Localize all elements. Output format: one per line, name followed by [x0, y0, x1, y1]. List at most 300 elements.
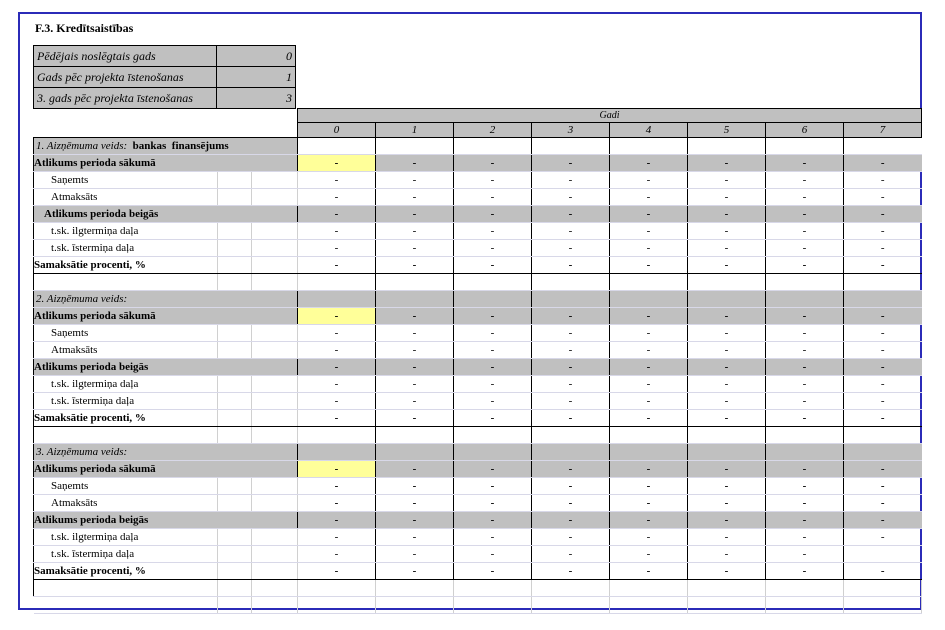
year-value-cell[interactable]: - [688, 495, 766, 512]
year-value-cell[interactable]: - [844, 410, 922, 427]
year-value-cell[interactable]: - [610, 478, 688, 495]
section-heading [34, 444, 298, 461]
label-cell [218, 495, 252, 512]
year-value-cell[interactable]: - [298, 155, 376, 172]
year-value-cell[interactable]: - [610, 172, 688, 189]
year-value-cell[interactable]: - [376, 342, 454, 359]
year-value-cell[interactable]: - [688, 461, 766, 478]
year-value-cell [454, 274, 532, 291]
label-cell [252, 563, 298, 580]
year-value-cell[interactable]: - [298, 189, 376, 206]
year-value-cell[interactable] [844, 546, 922, 563]
year-value-cell[interactable]: - [766, 325, 844, 342]
year-value-cell[interactable]: - [844, 189, 922, 206]
sheet-title: F.3. Kredītsaistības [35, 21, 134, 35]
year-value-cell[interactable]: - [844, 308, 922, 325]
year-value-cell[interactable]: - [298, 529, 376, 546]
year-value-cell[interactable]: - [454, 563, 532, 580]
year-value-cell[interactable]: - [298, 308, 376, 325]
year-value-cell[interactable]: - [844, 257, 922, 274]
year-value-cell[interactable]: - [298, 461, 376, 478]
year-value-cell[interactable]: - [844, 478, 922, 495]
param-value[interactable]: 3 [217, 88, 296, 109]
year-value-cell [844, 444, 922, 461]
label-cell [218, 342, 252, 359]
label-cell [218, 189, 252, 206]
year-value-cell[interactable]: - [532, 189, 610, 206]
row-label: Atlikums perioda beigās [34, 512, 298, 529]
year-value-cell[interactable]: - [376, 189, 454, 206]
year-value-cell[interactable]: - [454, 393, 532, 410]
year-value-cell [610, 291, 688, 308]
year-value-cell[interactable]: - [376, 546, 454, 563]
year-value-cell[interactable]: - [376, 478, 454, 495]
year-cell: 3 [532, 123, 610, 138]
param-label: Pēdējais noslēgtais gads [34, 46, 217, 67]
year-value-cell[interactable]: - [532, 410, 610, 427]
label-cell [252, 529, 298, 546]
row-label: Samaksātie procenti, % [34, 257, 218, 274]
year-value-cell[interactable]: - [454, 325, 532, 342]
table-row [34, 257, 922, 274]
year-value-cell[interactable]: - [454, 172, 532, 189]
year-value-cell[interactable]: - [298, 495, 376, 512]
year-cell: 0 [298, 123, 376, 138]
year-value-cell[interactable]: - [766, 342, 844, 359]
year-value-cell[interactable]: - [844, 223, 922, 240]
label-cell [252, 478, 298, 495]
label-cell [218, 529, 252, 546]
year-value-cell[interactable]: - [376, 410, 454, 427]
label-cell [218, 563, 252, 580]
year-value-cell [454, 597, 532, 614]
label-cell [218, 597, 252, 614]
year-value-cell[interactable]: - [298, 206, 376, 223]
param-row [34, 88, 296, 109]
year-value-cell[interactable]: - [532, 223, 610, 240]
year-value-cell[interactable]: - [844, 240, 922, 257]
label-cell [34, 123, 218, 138]
label-cell [252, 546, 298, 563]
year-value-cell[interactable]: - [532, 240, 610, 257]
year-value-cell[interactable]: - [844, 155, 922, 172]
year-value-cell [844, 291, 922, 308]
year-value-cell[interactable]: - [766, 563, 844, 580]
year-value-cell[interactable]: - [454, 546, 532, 563]
year-value-cell[interactable]: - [766, 189, 844, 206]
row-label: Atlikums perioda sākumā [34, 308, 298, 325]
year-value-cell[interactable]: - [610, 325, 688, 342]
year-value-cell[interactable]: - [844, 461, 922, 478]
year-value-cell[interactable]: - [610, 512, 688, 529]
year-value-cell[interactable]: - [610, 410, 688, 427]
label-cell [218, 274, 252, 291]
year-value-cell[interactable]: - [376, 206, 454, 223]
year-value-cell[interactable]: - [298, 257, 376, 274]
row-label: Saņemts [34, 478, 218, 495]
row-label: Atlikums perioda sākumā [34, 461, 298, 478]
year-value-cell[interactable]: - [688, 223, 766, 240]
year-value-cell [532, 138, 610, 155]
year-value-cell[interactable]: - [610, 155, 688, 172]
year-value-cell [610, 597, 688, 614]
table-row [34, 359, 922, 376]
years-row [34, 123, 922, 138]
year-value-cell[interactable]: - [610, 495, 688, 512]
year-value-cell[interactable]: - [298, 546, 376, 563]
year-value-cell[interactable]: - [766, 206, 844, 223]
section-heading-row [34, 291, 922, 308]
year-value-cell[interactable]: - [766, 393, 844, 410]
year-value-cell[interactable]: - [688, 189, 766, 206]
year-cell: 7 [844, 123, 922, 138]
year-value-cell[interactable]: - [766, 172, 844, 189]
year-value-cell[interactable]: - [376, 529, 454, 546]
year-value-cell[interactable]: - [610, 223, 688, 240]
year-value-cell[interactable]: - [610, 546, 688, 563]
year-value-cell [844, 427, 922, 444]
param-label: Gads pēc projekta īstenošanas [34, 67, 217, 88]
year-value-cell[interactable]: - [610, 563, 688, 580]
year-value-cell[interactable]: - [454, 376, 532, 393]
table-row [34, 393, 922, 410]
year-value-cell[interactable]: - [688, 342, 766, 359]
year-value-cell [454, 291, 532, 308]
year-value-cell [454, 138, 532, 155]
year-value-cell[interactable]: - [688, 172, 766, 189]
year-value-cell[interactable]: - [766, 359, 844, 376]
year-value-cell[interactable]: - [454, 478, 532, 495]
year-value-cell[interactable]: - [766, 240, 844, 257]
label-cell [218, 325, 252, 342]
label-cell [252, 109, 298, 123]
year-value-cell[interactable]: - [298, 325, 376, 342]
year-value-cell[interactable]: - [532, 495, 610, 512]
year-value-cell[interactable]: - [532, 393, 610, 410]
year-value-cell [766, 138, 844, 155]
label-cell [252, 123, 298, 138]
year-value-cell[interactable]: - [298, 223, 376, 240]
row-label: Atmaksāts [34, 342, 218, 359]
year-value-cell [454, 427, 532, 444]
table-row [34, 478, 922, 495]
table-row [34, 342, 922, 359]
spacer-row [34, 427, 922, 444]
year-value-cell[interactable]: - [688, 325, 766, 342]
params-table [33, 45, 296, 109]
year-value-cell [766, 580, 844, 597]
year-value-cell[interactable]: - [610, 359, 688, 376]
year-value-cell[interactable]: - [532, 172, 610, 189]
year-value-cell[interactable]: - [610, 342, 688, 359]
label-cell [252, 580, 298, 597]
year-value-cell[interactable]: - [688, 240, 766, 257]
row-label: t.sk. ilgtermiņa daļa [34, 376, 218, 393]
year-value-cell[interactable]: - [844, 512, 922, 529]
year-value-cell[interactable]: - [688, 257, 766, 274]
year-value-cell[interactable]: - [298, 359, 376, 376]
years-header-row [34, 109, 922, 123]
year-value-cell[interactable]: - [532, 529, 610, 546]
year-value-cell[interactable]: - [532, 155, 610, 172]
spacer-row [34, 274, 922, 291]
year-value-cell[interactable]: - [298, 478, 376, 495]
year-cell: 5 [688, 123, 766, 138]
year-value-cell[interactable]: - [298, 376, 376, 393]
table-row [34, 376, 922, 393]
label-cell [218, 223, 252, 240]
year-value-cell[interactable]: - [298, 410, 376, 427]
year-value-cell[interactable]: - [610, 529, 688, 546]
year-value-cell[interactable]: - [454, 495, 532, 512]
year-value-cell [766, 427, 844, 444]
param-value[interactable]: 1 [217, 67, 296, 88]
year-value-cell[interactable]: - [454, 410, 532, 427]
year-value-cell[interactable]: - [376, 512, 454, 529]
year-value-cell[interactable]: - [454, 223, 532, 240]
year-value-cell[interactable]: - [376, 240, 454, 257]
year-value-cell [610, 427, 688, 444]
year-value-cell[interactable]: - [376, 172, 454, 189]
year-value-cell[interactable]: - [610, 376, 688, 393]
label-cell [218, 257, 252, 274]
year-value-cell[interactable]: - [532, 206, 610, 223]
year-value-cell[interactable]: - [844, 563, 922, 580]
year-value-cell[interactable]: - [688, 155, 766, 172]
year-value-cell[interactable]: - [610, 240, 688, 257]
table-row [34, 308, 922, 325]
year-value-cell[interactable]: - [532, 325, 610, 342]
year-value-cell [376, 274, 454, 291]
label-cell [252, 257, 298, 274]
row-label: t.sk. īstermiņa daļa [34, 546, 218, 563]
year-value-cell[interactable]: - [532, 563, 610, 580]
year-value-cell[interactable]: - [454, 189, 532, 206]
section-title: 3. Aizņēmuma veids: [36, 445, 128, 458]
year-value-cell [610, 580, 688, 597]
year-value-cell[interactable]: - [688, 308, 766, 325]
year-value-cell[interactable]: - [532, 308, 610, 325]
label-cell [218, 546, 252, 563]
year-value-cell[interactable]: - [298, 342, 376, 359]
year-value-cell [532, 427, 610, 444]
year-value-cell[interactable]: - [532, 359, 610, 376]
row-label: Samaksātie procenti, % [34, 410, 218, 427]
year-value-cell [610, 274, 688, 291]
year-value-cell[interactable]: - [532, 478, 610, 495]
years-header: Gadi [298, 109, 922, 123]
year-value-cell[interactable]: - [376, 257, 454, 274]
year-value-cell[interactable]: - [376, 563, 454, 580]
year-value-cell[interactable]: - [532, 512, 610, 529]
row-label: Saņemts [34, 172, 218, 189]
year-value-cell[interactable]: - [532, 461, 610, 478]
year-value-cell[interactable]: - [298, 563, 376, 580]
year-value-cell [532, 444, 610, 461]
section-heading-row [34, 444, 922, 461]
year-value-cell[interactable]: - [454, 308, 532, 325]
label-cell [34, 109, 218, 123]
year-value-cell[interactable]: - [844, 206, 922, 223]
year-value-cell[interactable]: - [844, 342, 922, 359]
year-value-cell[interactable]: - [688, 410, 766, 427]
year-value-cell[interactable]: - [454, 529, 532, 546]
year-value-cell[interactable]: - [688, 529, 766, 546]
year-value-cell[interactable]: - [298, 512, 376, 529]
year-cell: 6 [766, 123, 844, 138]
year-value-cell[interactable]: - [688, 563, 766, 580]
year-value-cell[interactable]: - [454, 342, 532, 359]
year-value-cell [844, 580, 922, 597]
year-value-cell[interactable]: - [688, 206, 766, 223]
year-value-cell [532, 291, 610, 308]
label-cell [218, 240, 252, 257]
year-value-cell[interactable]: - [454, 155, 532, 172]
table-row [34, 206, 922, 223]
year-value-cell[interactable]: - [376, 308, 454, 325]
label-cell [252, 189, 298, 206]
year-value-cell [376, 580, 454, 597]
year-value-cell[interactable]: - [766, 308, 844, 325]
year-value-cell [376, 291, 454, 308]
year-value-cell[interactable]: - [766, 155, 844, 172]
label-cell [252, 410, 298, 427]
year-value-cell[interactable]: - [298, 393, 376, 410]
year-value-cell [610, 444, 688, 461]
row-label: Atmaksāts [34, 189, 218, 206]
table-row [34, 155, 922, 172]
year-value-cell[interactable]: - [844, 376, 922, 393]
year-value-cell[interactable]: - [844, 495, 922, 512]
year-value-cell[interactable]: - [844, 393, 922, 410]
year-value-cell[interactable]: - [766, 223, 844, 240]
section-heading-row [34, 138, 922, 155]
param-value[interactable]: 0 [217, 46, 296, 67]
year-value-cell [688, 580, 766, 597]
label-cell [252, 342, 298, 359]
year-value-cell[interactable]: - [532, 376, 610, 393]
row-label: t.sk. īstermiņa daļa [34, 240, 218, 257]
year-value-cell[interactable]: - [844, 325, 922, 342]
year-value-cell[interactable]: - [610, 461, 688, 478]
year-value-cell[interactable]: - [376, 325, 454, 342]
year-value-cell [298, 274, 376, 291]
year-value-cell[interactable]: - [454, 512, 532, 529]
label-cell [34, 597, 218, 614]
year-value-cell[interactable]: - [610, 189, 688, 206]
section-heading [34, 291, 298, 308]
year-value-cell[interactable]: - [376, 393, 454, 410]
year-value-cell [454, 444, 532, 461]
year-value-cell[interactable]: - [376, 495, 454, 512]
year-value-cell[interactable]: - [844, 359, 922, 376]
row-label: Saņemts [34, 325, 218, 342]
table-row [34, 563, 922, 580]
year-value-cell[interactable]: - [688, 359, 766, 376]
year-value-cell[interactable]: - [766, 461, 844, 478]
label-cell [218, 478, 252, 495]
year-value-cell[interactable]: - [454, 240, 532, 257]
year-value-cell[interactable]: - [376, 359, 454, 376]
year-value-cell[interactable]: - [766, 376, 844, 393]
year-value-cell[interactable]: - [688, 546, 766, 563]
year-value-cell[interactable]: - [766, 257, 844, 274]
label-cell [252, 393, 298, 410]
row-label: Atlikums perioda beigās [34, 206, 298, 223]
section-title: 1. Aizņēmuma veids: [36, 139, 128, 152]
section-heading [34, 138, 298, 155]
year-value-cell[interactable]: - [610, 206, 688, 223]
label-cell [252, 495, 298, 512]
year-value-cell [532, 580, 610, 597]
year-value-cell[interactable]: - [298, 172, 376, 189]
table-row [34, 325, 922, 342]
year-value-cell [688, 427, 766, 444]
row-label: Atmaksāts [34, 495, 218, 512]
year-value-cell [844, 138, 922, 155]
year-value-cell[interactable]: - [298, 240, 376, 257]
year-value-cell[interactable]: - [688, 393, 766, 410]
year-value-cell[interactable]: - [376, 376, 454, 393]
section-type-value[interactable]: bankas finansējums [127, 139, 229, 152]
year-value-cell[interactable]: - [454, 257, 532, 274]
label-cell [218, 123, 252, 138]
year-value-cell [298, 427, 376, 444]
year-value-cell[interactable]: - [532, 257, 610, 274]
year-value-cell[interactable]: - [454, 461, 532, 478]
label-cell [218, 427, 252, 444]
label-cell [252, 172, 298, 189]
year-value-cell[interactable]: - [376, 461, 454, 478]
year-value-cell[interactable]: - [766, 495, 844, 512]
row-label: t.sk. ilgtermiņa daļa [34, 529, 218, 546]
year-value-cell[interactable]: - [610, 393, 688, 410]
spacer-row [34, 597, 922, 614]
year-value-cell[interactable]: - [766, 546, 844, 563]
year-value-cell[interactable]: - [454, 206, 532, 223]
label-cell [252, 325, 298, 342]
year-value-cell [766, 291, 844, 308]
spacer-row [34, 580, 922, 597]
year-value-cell[interactable]: - [688, 376, 766, 393]
param-row [34, 67, 296, 88]
row-label: t.sk. īstermiņa daļa [34, 393, 218, 410]
year-value-cell [688, 597, 766, 614]
year-value-cell [610, 138, 688, 155]
year-value-cell[interactable]: - [844, 529, 922, 546]
year-value-cell[interactable]: - [844, 172, 922, 189]
label-cell [252, 240, 298, 257]
year-value-cell[interactable]: - [610, 257, 688, 274]
label-cell [218, 410, 252, 427]
year-value-cell[interactable]: - [376, 155, 454, 172]
label-cell [252, 597, 298, 614]
year-value-cell[interactable]: - [376, 223, 454, 240]
year-value-cell[interactable]: - [454, 359, 532, 376]
year-value-cell[interactable]: - [766, 529, 844, 546]
year-value-cell[interactable]: - [766, 478, 844, 495]
year-value-cell[interactable]: - [610, 308, 688, 325]
label-cell [252, 223, 298, 240]
year-value-cell[interactable]: - [688, 478, 766, 495]
year-value-cell[interactable]: - [688, 512, 766, 529]
year-value-cell[interactable]: - [766, 410, 844, 427]
label-cell [252, 427, 298, 444]
year-value-cell[interactable]: - [532, 546, 610, 563]
year-value-cell[interactable]: - [766, 512, 844, 529]
year-value-cell[interactable]: - [532, 342, 610, 359]
year-value-cell [298, 138, 376, 155]
